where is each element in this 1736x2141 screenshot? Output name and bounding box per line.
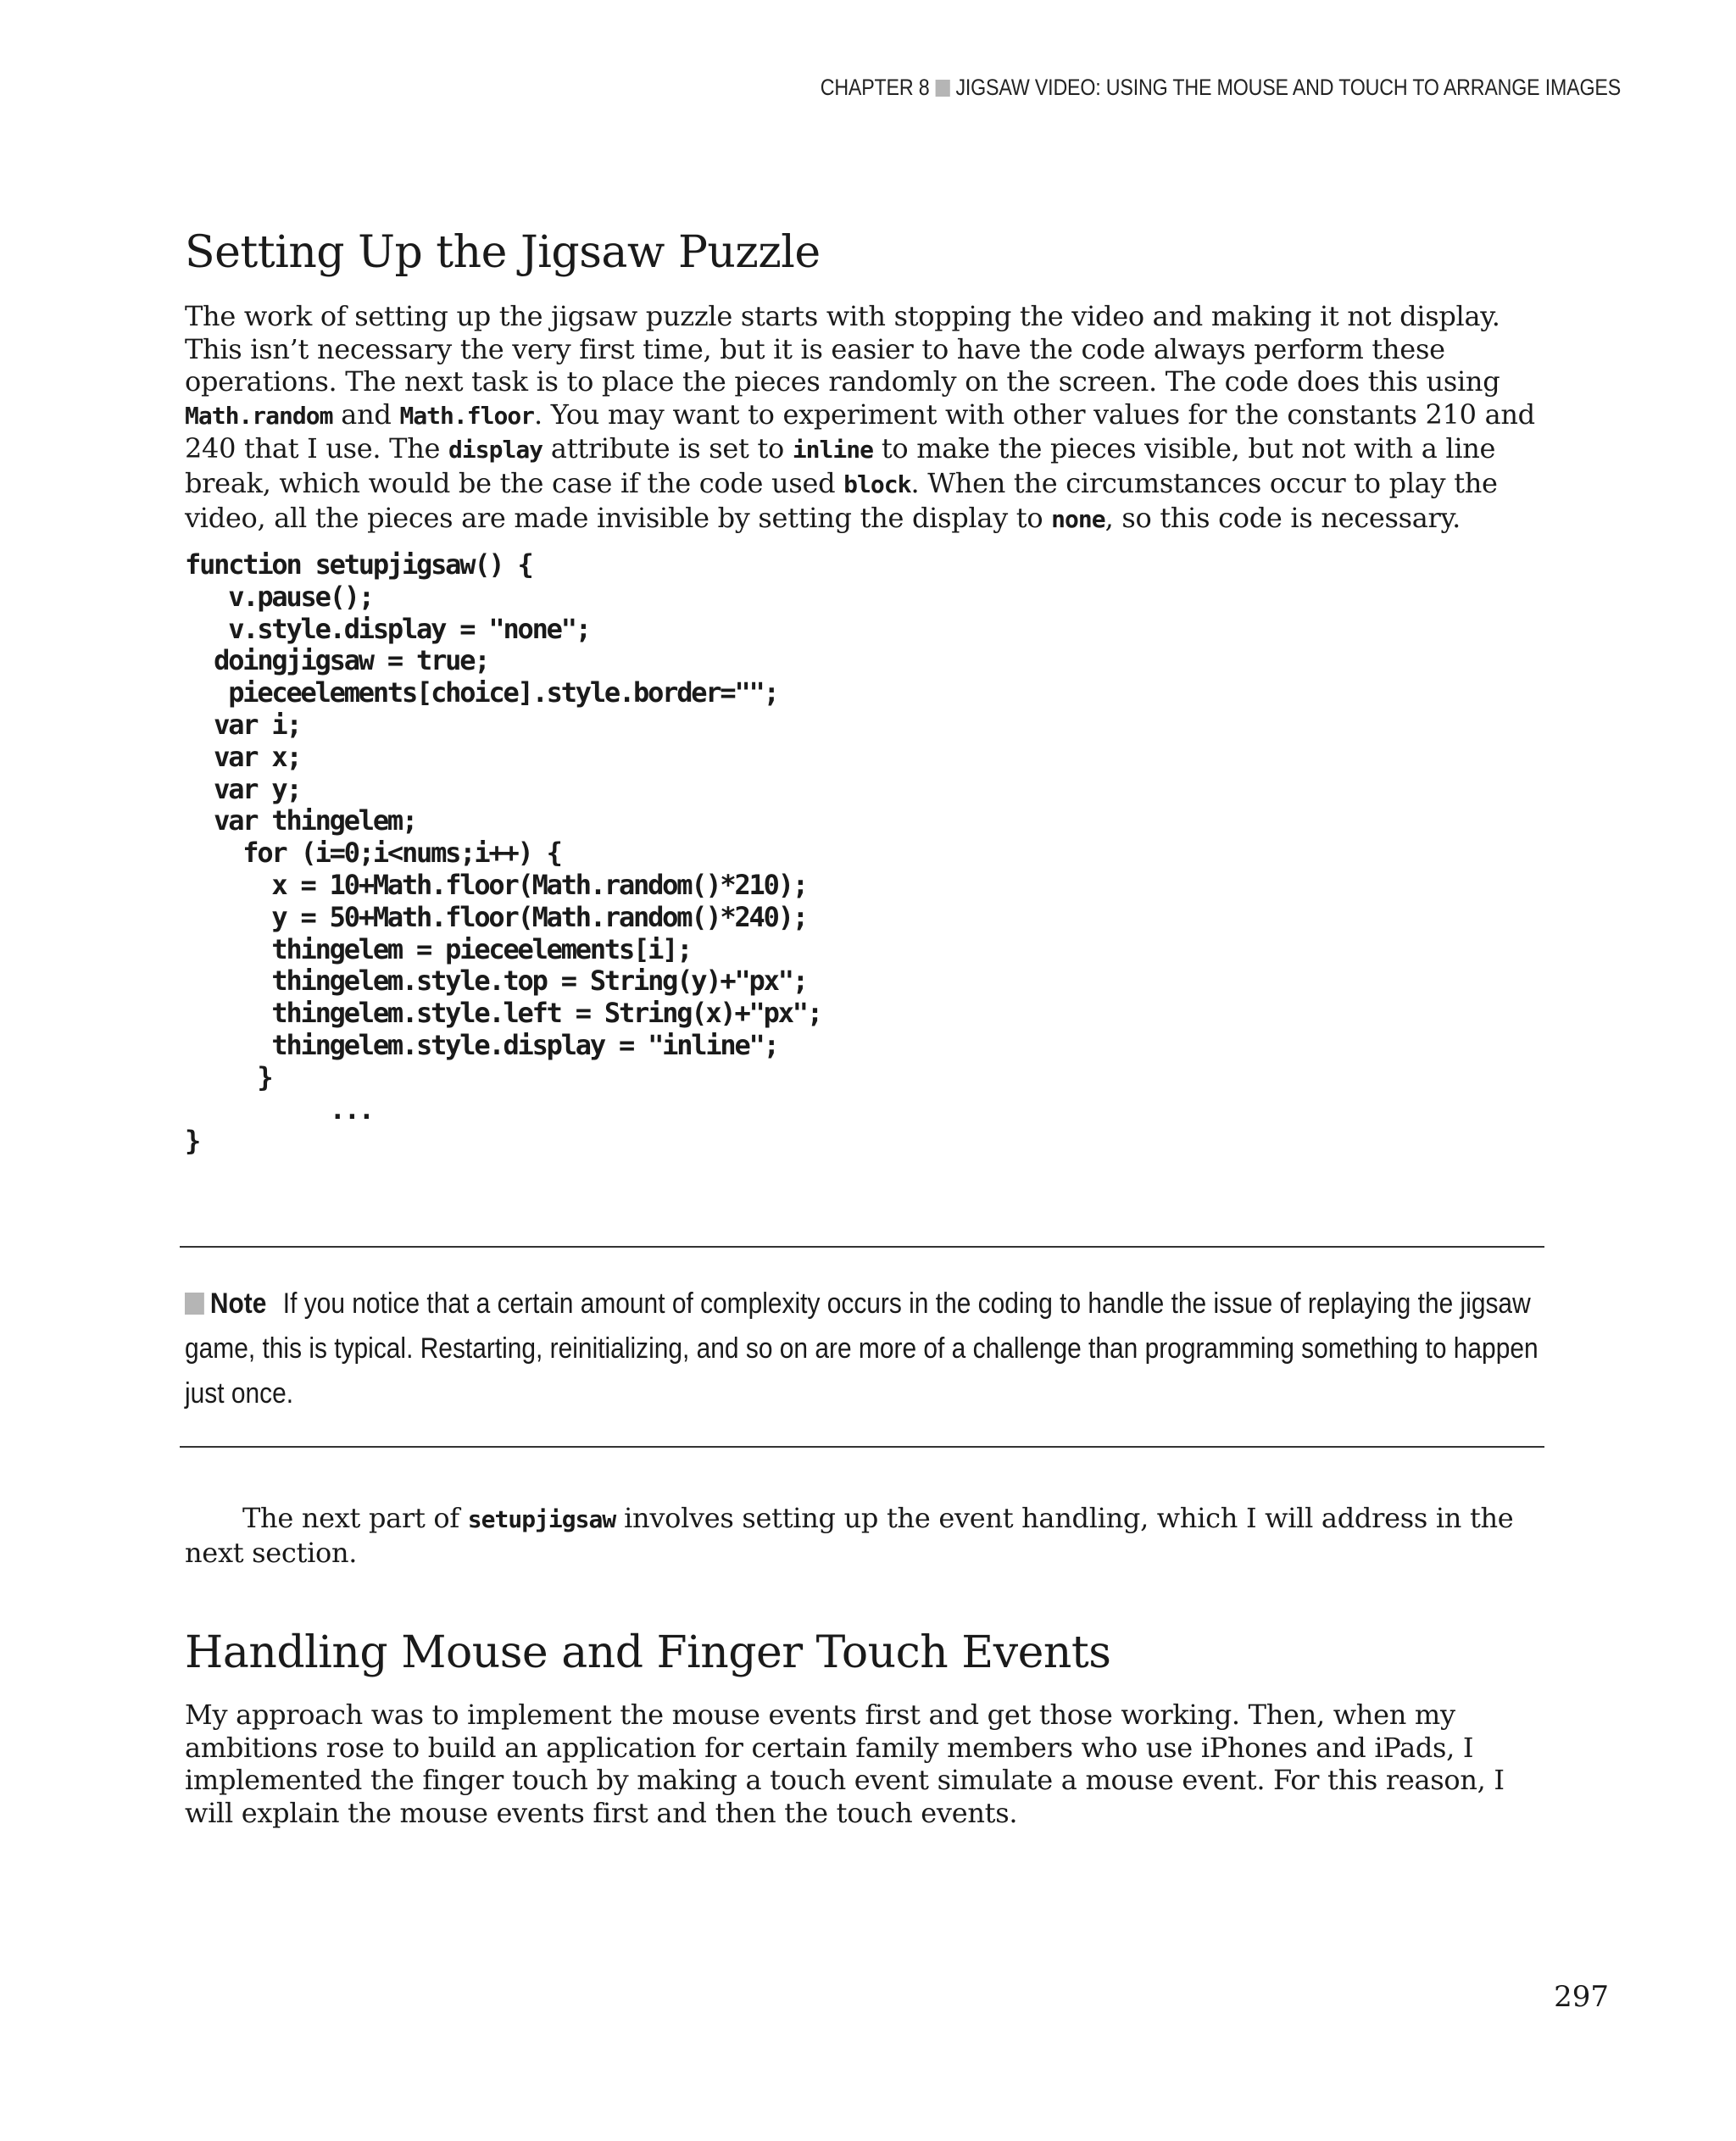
note-top-rule [180, 1246, 1544, 1248]
square-bullet-icon [935, 80, 949, 97]
text-run: The work of setting up the jigsaw puzzle starts with stopping the video and making it not display. This isn’t necessary the very first time, but it is easier to have the code always perform these operations. The next task is to place the pieces randomly on the screen. The code does this using [185, 300, 1500, 398]
text-run: . You may want to experiment with other values for the constants 210 and 240 that I use. The [185, 398, 1535, 465]
running-head-chapter: CHAPTER 8 [820, 75, 930, 100]
note-text: If you notice that a certain amount of complexity occurs in the coding to handle the issue of replaying the jigsaw game, this is typical. Restarting, reinitializing, and so on are more of a challenge than programming something to happen just once. [185, 1287, 1538, 1410]
inline-code: setupjigsaw [467, 1505, 616, 1533]
setup-paragraph [185, 300, 1550, 536]
text-run: , so this code is necessary. [1104, 501, 1461, 534]
text-run: The next part of [242, 1502, 468, 1534]
inline-code: block [843, 470, 911, 498]
square-bullet-icon [185, 1293, 204, 1315]
inline-code: none [1051, 504, 1105, 533]
inline-code: Math.random [185, 401, 333, 430]
inline-code: display [448, 436, 543, 464]
page-number: 297 [1554, 1980, 1609, 2014]
text-run: and [332, 398, 400, 431]
text-run: to make the pieces visible, but not with a line break, which would be the case if the code used [185, 432, 1496, 499]
touch-events-paragraph: My approach was to implement the mouse events first and get those working. Then, when my ambitions rose to build an application for certain family members who use iPhones and iPads, I implemented the finger touch by making a touch event simulate a mouse event. For this reason, I will explain the mouse events first and then the touch events. [185, 1699, 1505, 1829]
inline-code: Math.floor [399, 401, 535, 430]
running-head [821, 75, 1621, 101]
inline-code: inline [792, 436, 873, 464]
section-heading-setup: Setting Up the Jigsaw Puzzle [185, 227, 821, 278]
note-box [185, 1282, 1550, 1416]
note-bottom-rule [180, 1446, 1544, 1448]
event-handling-paragraph [185, 1502, 1550, 1569]
section-heading-touch-events: Handling Mouse and Finger Touch Events [185, 1627, 1111, 1678]
text-run: . When the circumstances occur to play the video, all the pieces are made invisible by setting the display to [185, 466, 1498, 534]
text-run: attribute is set to [542, 432, 793, 465]
running-head-title: JIGSAW VIDEO: USING THE MOUSE AND TOUCH TO ARRANGE IMAGES [955, 75, 1621, 100]
code-listing: function setupjigsaw() { v.pause(); v.style.display = "none"; doingjigsaw = true; pieceelements[choice].style.border=""; var i; var x; var y; var thingelem; for (i=0;i<nums;i++) { x = 10+Math.floor(Math.random()*210); y = 50+Math.floor(Math.random()*240); thingelem = pieceelements[i]; thingelem.style.top = String(y)+"px"; thingelem.style.left = String(x)+"px"; thingelem.style.display = "inline"; } ... } [185, 548, 821, 1158]
note-label: Note [209, 1287, 267, 1320]
text-run: involves setting up the event handling, which I will address in the next section. [185, 1502, 1514, 1569]
